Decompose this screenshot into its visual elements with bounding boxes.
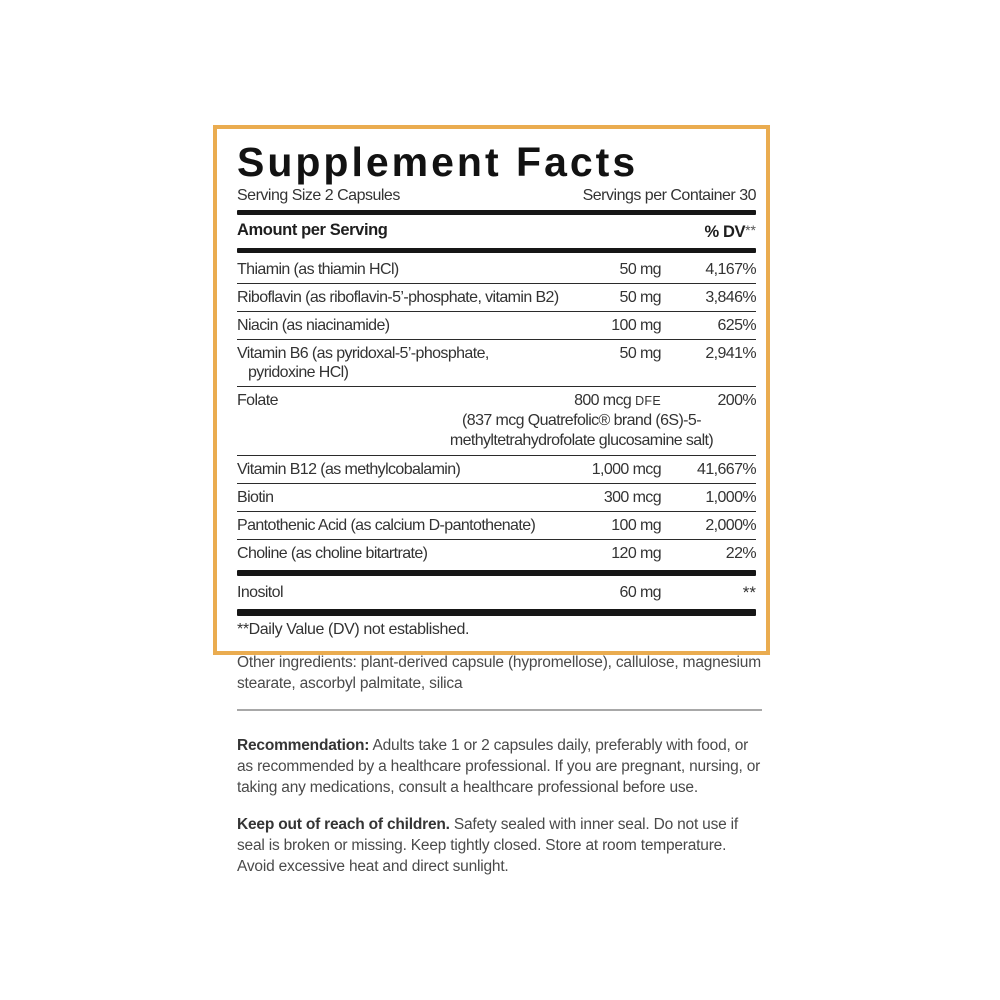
section-divider [237, 709, 762, 711]
table-row [237, 339, 756, 386]
recommendation-label: Recommendation: [237, 737, 370, 754]
serving-size: Serving Size 2 Capsules [237, 187, 400, 204]
label-text-section [237, 652, 762, 877]
nutrient-amount: 300 mcg [603, 489, 661, 506]
nutrient-dv: 22% [725, 545, 756, 562]
table-row [237, 256, 756, 283]
caution-paragraph [237, 814, 762, 877]
nutrient-amount: 50 mg [619, 289, 661, 306]
folate-source-note: (837 mcg Quatrefolic® brand (6S)-5- methyltetrahydrofolate glucosamine salt) [449, 412, 714, 449]
table-row [237, 539, 756, 567]
nutrient-dv: ** [742, 583, 756, 602]
other-ingredients-paragraph: Other ingredients: plant-derived capsule (hypromellose), callulose, magnesium stearate, ascorbyl palmitate, silica [237, 654, 761, 692]
nutrient-dv: 4,167% [705, 261, 756, 278]
table-row [237, 455, 756, 483]
table-row [237, 311, 756, 339]
table-row [237, 511, 756, 539]
amount-per-serving-label: Amount per Serving [237, 221, 388, 239]
table-row [237, 483, 756, 511]
caution-label: Keep out of reach of children. [237, 816, 450, 833]
nutrient-name: Inositol [237, 584, 283, 601]
nutrient-amount: 100 mg [611, 517, 661, 534]
nutrient-dv: 41,667% [697, 461, 756, 478]
thick-rule [237, 609, 756, 616]
thick-rule [237, 570, 756, 576]
nutrient-dv: 3,846% [705, 289, 756, 306]
recommendation-text: Adults take 1 or 2 capsules daily, preferably with food, or as recommended by a healthcare professional. If you are pregnant, nursing, or taking any medications, consult a healthcare professional before use. [237, 737, 761, 796]
nutrient-name: Choline (as choline bitartrate) [237, 545, 428, 562]
servings-per-container: Servings per Container 30 [582, 187, 756, 204]
nutrient-amount: 60 mg [619, 584, 661, 601]
nutrient-dv: 625% [717, 317, 756, 334]
nutrient-amount: 100 mg [611, 317, 661, 334]
table-row [237, 579, 756, 606]
nutrient-amount: 50 mg [619, 261, 661, 278]
dv-footnote: **Daily Value (DV) not established. [237, 621, 470, 638]
supplement-facts-panel [213, 125, 770, 655]
nutrient-amount: 800 mcg DFE [574, 392, 661, 409]
table-header [237, 218, 756, 244]
thick-rule [237, 210, 756, 215]
nutrient-dv: 2,000% [705, 517, 756, 534]
nutrient-name: Vitamin B6 (as pyridoxal-5’-phosphate, pyridoxine HCl) [237, 344, 620, 382]
nutrient-amount: 50 mg [619, 345, 661, 362]
nutrient-amount: 1,000 mcg [591, 461, 661, 478]
nutrient-name-line2: pyridoxine HCl) [248, 364, 349, 381]
dv-asterisks: ** [745, 222, 756, 238]
serving-info-row [237, 186, 756, 206]
nutrient-dv: 1,000% [705, 489, 756, 506]
nutrient-name: Pantothenic Acid (as calcium D-pantothenate) [237, 517, 536, 534]
table-row [237, 283, 756, 311]
nutrient-dv: 2,941% [705, 345, 756, 362]
nutrient-name: Riboflavin (as riboflavin-5’-phosphate, vitamin B2) [237, 289, 559, 306]
recommendation-paragraph [237, 735, 762, 798]
nutrient-name: Vitamin B12 (as methylcobalamin) [237, 461, 461, 478]
dfe-unit-label: DFE [635, 394, 661, 408]
nutrient-name: Folate [237, 392, 278, 409]
panel-title: Supplement Facts [237, 139, 639, 185]
percent-dv-label: % DV** [704, 222, 756, 241]
nutrient-amount: 120 mg [611, 545, 661, 562]
table-row [237, 386, 756, 455]
thick-rule [237, 248, 756, 253]
nutrient-name: Niacin (as niacinamide) [237, 317, 390, 334]
caution-text: Safety sealed with inner seal. Do not use if seal is broken or missing. Keep tightly closed. Store at room temperature. Avoid excessive heat and direct sunlight. [237, 816, 738, 875]
nutrient-dv: 200% [717, 392, 756, 409]
nutrient-name: Thiamin (as thiamin HCl) [237, 261, 399, 278]
nutrient-name: Biotin [237, 489, 274, 506]
